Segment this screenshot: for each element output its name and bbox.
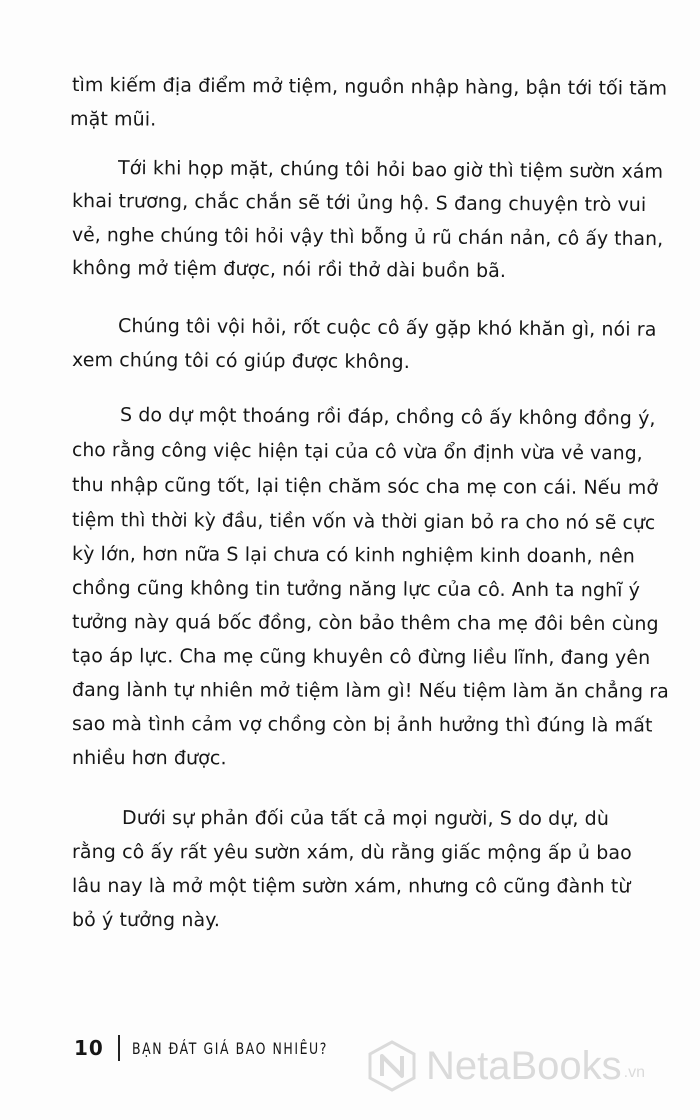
- page-footer: [74, 1033, 383, 1063]
- text-line: đang lành tự nhiên mở tiệm làm gì! Nếu tiệm làm ăn chẳng ra: [71, 679, 669, 703]
- text-line: tiệm thì thời kỳ đầu, tiền vốn và thời gian bỏ ra cho nó sẽ cực: [71, 509, 656, 535]
- text-line: Dưới sự phản đối của tất cả mọi người, S do dự, dù: [121, 807, 610, 830]
- text-line: không mở tiệm được, nói rồi thở dài buồn bã.: [71, 257, 507, 283]
- text-line: mặt mũi.: [69, 108, 157, 131]
- text-line: tìm kiếm địa điểm mở tiệm, nguồn nhập hàng, bận tới tối tăm: [71, 74, 668, 100]
- text-line: Tới khi họp mặt, chúng tôi hỏi bao giờ thì tiệm sườn xám: [117, 157, 664, 183]
- text-line: tưởng này quá bốc đồng, còn bảo thêm cha mẹ đôi bên cùng: [71, 611, 659, 636]
- text-line: khai trương, chắc chắn sẽ tới ủng hộ. S đang chuyện trò vui: [71, 190, 647, 217]
- text-line: xem chúng tôi có giúp được không.: [71, 349, 410, 374]
- text-line: thu nhập cũng tốt, lại tiện chăm sóc cha mẹ con cái. Nếu mở: [71, 474, 659, 500]
- netabooks-logo-icon: [366, 1040, 418, 1092]
- text-line: kỳ lớn, hơn nữa S lại chưa có kinh nghiệm kinh doanh, nên: [71, 543, 635, 568]
- text-line: sao mà tình cảm vợ chồng còn bị ảnh hưởng thì đúng là mất: [71, 713, 653, 737]
- text-line: bỏ ý tưởng này.: [71, 909, 221, 932]
- text-line: cho rằng công việc hiện tại của cô vừa ổn định vừa vẻ vang,: [71, 439, 643, 465]
- watermark-suffix: .vn: [623, 1064, 646, 1081]
- text-line: nhiều hơn được.: [71, 747, 227, 770]
- page-number: 10: [74, 1036, 104, 1060]
- netabooks-watermark: [366, 1036, 645, 1096]
- watermark-brand: NetaBooks: [426, 1043, 622, 1088]
- text-line: tạo áp lực. Cha mẹ cũng khuyên cô đừng liều lĩnh, đang yên: [71, 645, 651, 670]
- text-line: Chúng tôi vội hỏi, rốt cuộc cô ấy gặp khó khăn gì, nói ra: [117, 315, 657, 341]
- text-line: vẻ, nghe chúng tôi hỏi vậy thì bỗng ủ rũ chán nản, cô ấy than,: [71, 224, 664, 251]
- footer-divider: [118, 1035, 120, 1061]
- text-line: lâu nay là mở một tiệm sườn xám, nhưng cô cũng đành từ: [71, 875, 631, 898]
- text-line: chồng cũng không tin tưởng năng lực của cô. Anh ta nghĩ ý: [71, 577, 641, 602]
- text-line: rằng cô ấy rất yêu sườn xám, dù rằng giấc mộng ấp ủ bao: [71, 841, 632, 864]
- running-title: BẠN ĐÁT GIÁ BAO NHIÊU?: [131, 1038, 328, 1058]
- text-line: S do dự một thoáng rồi đáp, chồng cô ấy không đồng ý,: [119, 404, 656, 430]
